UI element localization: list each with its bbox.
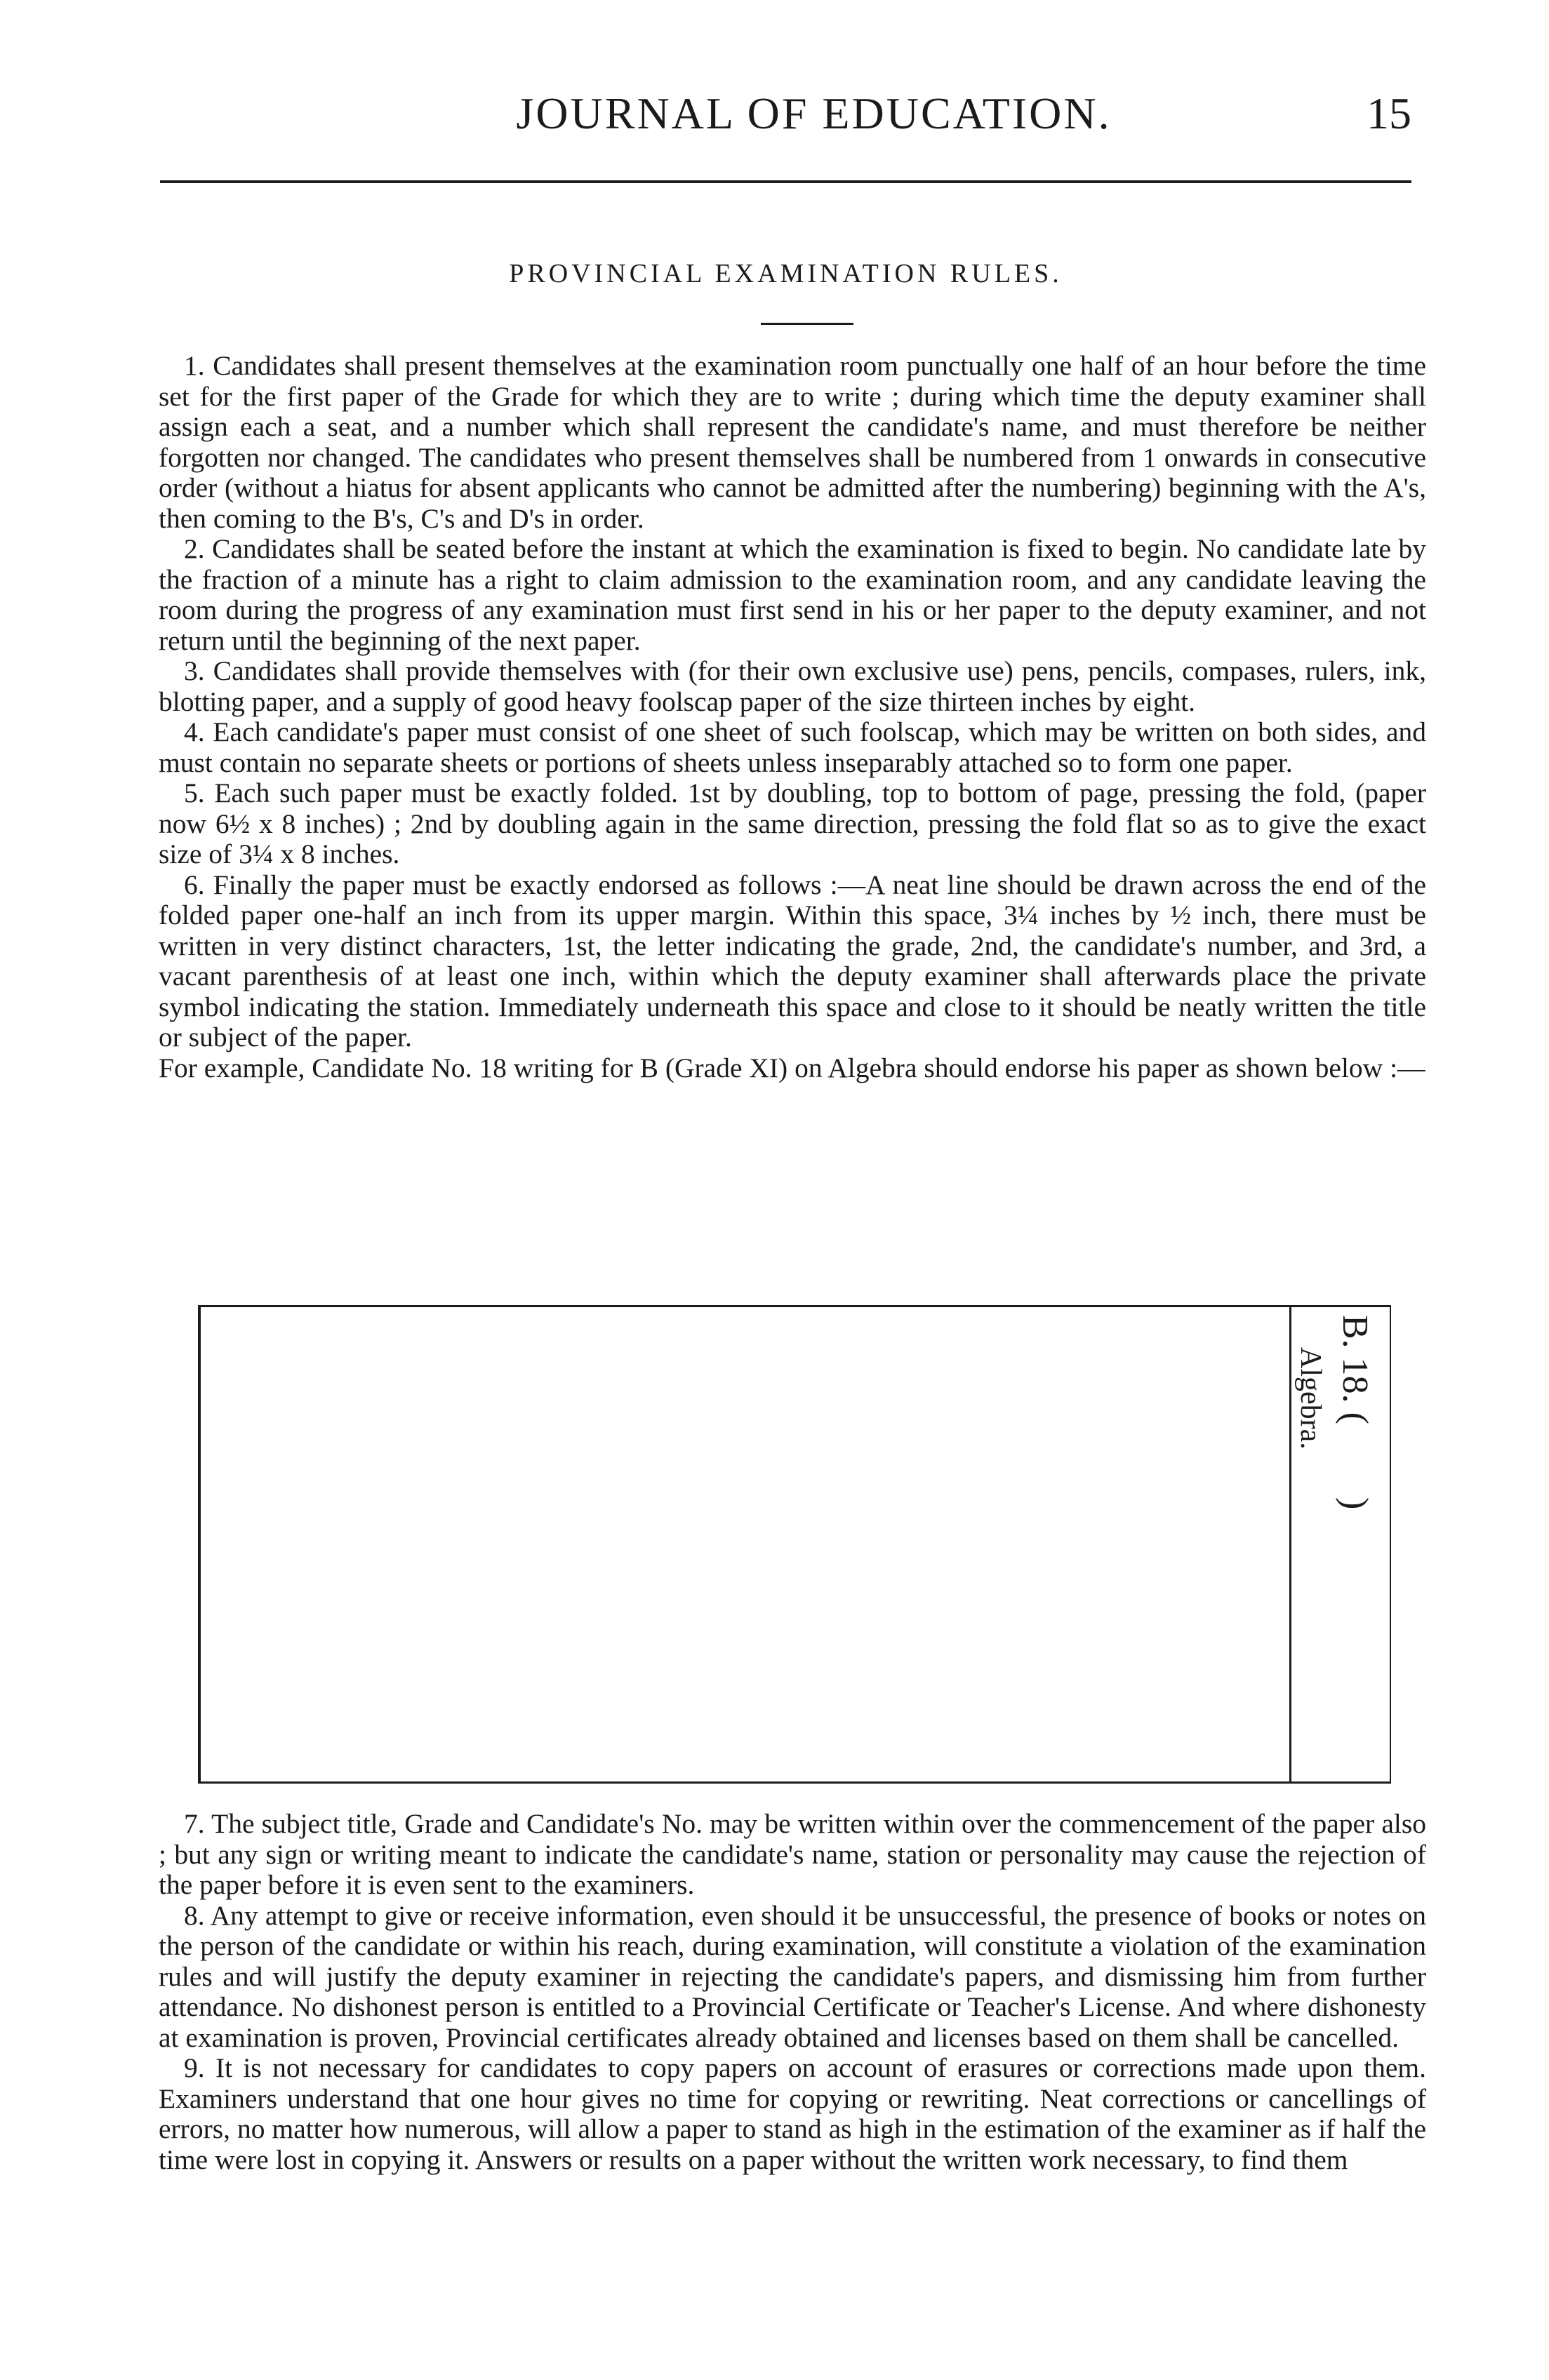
rule-paragraph: 2. Candidates shall be seated before the instant at which the examination is fixed to begin. No candidate late by the fraction of a minute has a right to claim admission to the examination room, and any candidate leaving the room during the progress of any examination must first send in his or her paper to the deputy examiner, and not return until the beginning of the next paper. [159, 533, 1426, 656]
rule-paragraph: 3. Candidates shall provide themselves with (for their own exclusive use) pens, pencils, compases, rulers, ink, blotting paper, and a supply of good heavy foolscap paper of the size thirteen inches by eight. [159, 655, 1426, 717]
rule-paragraph: 4. Each candidate's paper must consist of one sheet of such foolscap, which may be written on both sides, and must contain no separate sheets or portions of sheets unless inseparably attached so to form one paper. [159, 716, 1426, 778]
rules-section-1 [159, 351, 1426, 1083]
rule-paragraph: 7. The subject title, Grade and Candidate's No. may be written within over the commencement of the paper also ; but any sign or writing meant to indicate the candidate's name, station or personality may cause the rejection of the paper before it is even sent to the examiners. [159, 1808, 1426, 1900]
header-rule [160, 180, 1411, 183]
running-header [160, 79, 1411, 149]
endorsement-diagram [198, 1305, 1391, 1784]
title-rule [761, 323, 853, 325]
article-title: PROVINCIAL EXAMINATION RULES. [509, 259, 1063, 288]
rule-paragraph: 8. Any attempt to give or receive information, even should it be unsuccessful, the presence of books or notes on the person of the candidate or within his reach, during examination, will constitute a violation of the examination rules and will justify the deputy examiner in rejecting the candidate's papers, and dismissing him from further attendance. No dishonest person is entitled to a Provincial Certificate or Teacher's License. And where dishonesty at examination is proven, Provincial certificates already obtained and licenses based on them shall be cancelled. [159, 1899, 1426, 2053]
endorsement-header-text: B. 18. ( ) [1335, 1315, 1375, 1510]
rules-section-2 [159, 1809, 1426, 2175]
endorsement-subject-text: Algebra. [1294, 1347, 1327, 1450]
example-intro: For example, Candidate No. 18 writing for B (Grade XI) on Algebra should endorse his paper as shown below :— [159, 1052, 1425, 1083]
endorsement-subject [1296, 1347, 1331, 1558]
rule-paragraph: 9. It is not necessary for candidates to copy papers on account of erasures or corrections made upon them. Examiners understand that one hour gives no time for copying or rewriting. Neat corrections or cancellings of errors, no matter how numerous, will allow a paper to stand as high in the estimation of the examiner as if half the time were lost in copying it. Answers or results on a paper without the written work necessary, to find them [159, 2052, 1426, 2175]
endorsement-rule-line [1289, 1305, 1291, 1784]
rule-paragraph: 5. Each such paper must be exactly folded. 1st by doubling, top to bottom of page, pressing the fold, (paper now 6½ x 8 inches) ; 2nd by doubling again in the same direction, pressing the fold flat so as to give the exact size of 3¼ x 8 inches. [159, 777, 1426, 869]
folded-paper-outline [198, 1305, 1391, 1784]
endorsement-header [1335, 1315, 1383, 1764]
journal-title: JOURNAL OF EDUCATION. [516, 88, 1112, 138]
rule-paragraph: 6. Finally the paper must be exactly endorsed as follows :—A neat line should be drawn across the end of the folded paper one-half an inch from its upper margin. Within this space, 3¼ inches by ½ inch, there must be written in very distinct characters, 1st, the letter indicating the grade, 2nd, the candidate's number, and 3rd, a vacant parenthesis of at least one inch, within which the deputy examiner shall afterwards place the private symbol indicating the station. Immediately underneath this space and close to it should be neatly written the title or subject of the paper. [159, 869, 1426, 1052]
rule-paragraph: 1. Candidates shall present themselves at the examination room punctually one half of an hour before the time set for the first paper of the Grade for which they are to write ; during which time the deputy examiner shall assign each a seat, and a number which shall represent the candidate's name, and must therefore be neither forgotten nor changed. The candidates who present themselves shall be numbered from 1 onwards in consecutive order (without a hiatus for absent applicants who cannot be admitted after the numbering) beginning with the A's, then coming to the B's, C's and D's in order. [159, 350, 1426, 534]
page-number: 15 [1367, 88, 1411, 138]
